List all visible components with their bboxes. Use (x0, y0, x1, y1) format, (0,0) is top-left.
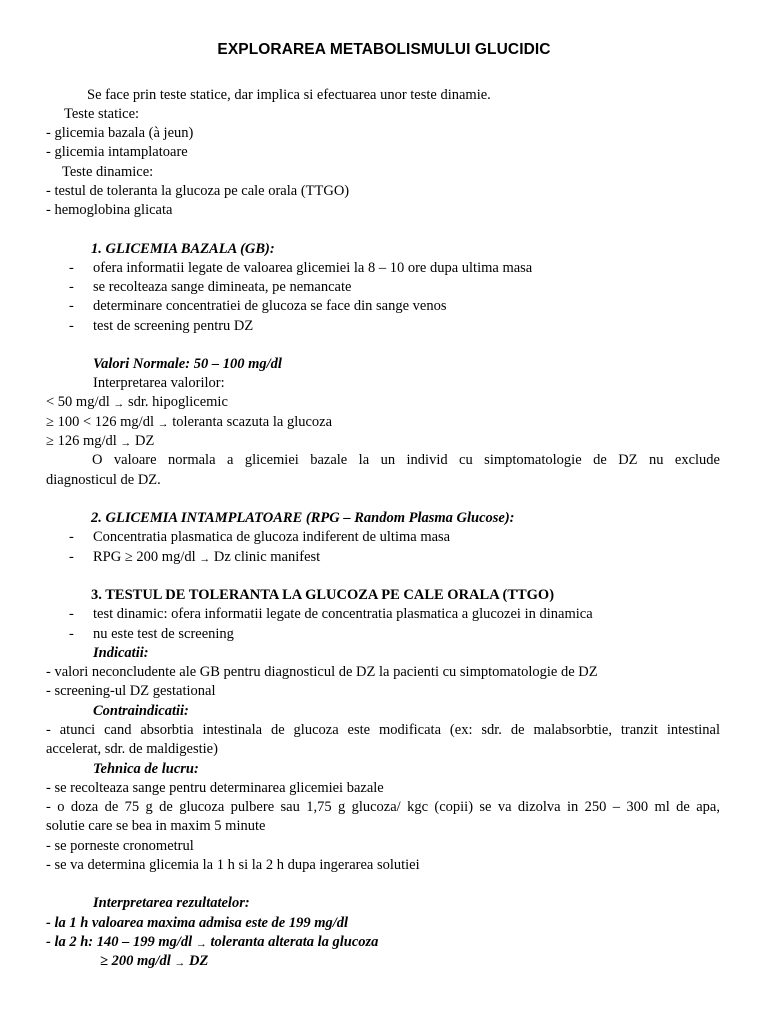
section-heading-rpg: 2. GLICEMIA INTAMPLATOARE (RPG – Random Plasma Glucose): (91, 510, 515, 526)
list-item-text: nu este test de screening (93, 626, 234, 642)
bullet-dash: - (69, 626, 74, 642)
technique-item: - se porneste cronometrul (46, 838, 194, 854)
interpretation-row (46, 413, 332, 433)
result-condition: - la 2 h: 140 – 199 mg/dl (46, 934, 193, 950)
note-paragraph: O valoare normala a glicemiei bazale la un individ cu simptomatologie de DZ nu exclude (92, 452, 720, 468)
interp-result: toleranta scazuta la glucoza (172, 414, 333, 430)
page-title: EXPLORAREA METABOLISMULUI GLUCIDIC (217, 41, 551, 58)
interp-condition: < 50 mg/dl (46, 394, 110, 410)
result-item (100, 952, 208, 972)
interpretation-row (46, 393, 228, 413)
contraindications-heading: Contraindicatii: (93, 703, 189, 719)
bullet-dash: - (69, 260, 74, 276)
bullet-dash: - (69, 549, 74, 565)
interp-result: sdr. hipoglicemic (128, 394, 228, 410)
list-item-text: test dinamic: ofera informatii legate de concentratia plasmatica a glucozei in dinamica (93, 606, 593, 622)
note-paragraph-continued: diagnosticul de DZ. (46, 472, 161, 488)
technique-item: - se va determina glicemia la 1 h si la 2 h dupa ingerarea solutiei (46, 857, 420, 873)
bullet-dash: - (69, 279, 74, 295)
result-item (46, 933, 378, 953)
normal-values: Valori Normale: 50 – 100 mg/dl (93, 356, 282, 372)
list-item-text: ofera informatii legate de valoarea glicemiei la 8 – 10 ore dupa ultima masa (93, 260, 533, 276)
list-item-text: se recolteaza sange dimineata, pe nemancate (93, 279, 352, 295)
bullet-dash: - (69, 529, 74, 545)
interpretation-row (46, 432, 154, 452)
result-outcome: DZ (189, 953, 209, 969)
contraindication-item: - atunci cand absorbtia intestinala de glucoza este modificata (ex: sdr. de malabsorbtie, tranzit intestinal (46, 722, 720, 738)
dynamic-test-item: - testul de toleranta la glucoza pe cale orala (TTGO) (46, 183, 350, 199)
static-test-item: - glicemia bazala (à jeun) (46, 125, 194, 141)
section-heading-gb: 1. GLICEMIA BAZALA (GB): (91, 241, 275, 257)
technique-item: - se recolteaza sange pentru determinarea glicemiei bazale (46, 780, 384, 796)
results-heading: Interpretarea rezultatelor: (93, 895, 250, 911)
contraindication-item-continued: accelerat, sdr. de maldigestie) (46, 741, 218, 757)
technique-item-continued: solutie care se bea in maxim 5 minute (46, 818, 266, 834)
static-test-item: - glicemia intamplatoare (46, 144, 188, 160)
interp-result: DZ (135, 433, 155, 449)
section-heading-ttgo: 3. TESTUL DE TOLERANTA LA GLUCOZA PE CALE ORALA (TTGO) (91, 587, 555, 603)
arrow-icon: → (120, 437, 132, 449)
arrow-icon: → (174, 957, 186, 969)
arrow-icon: → (157, 418, 169, 430)
arrow-icon: → (195, 938, 207, 950)
rpg-result: Dz clinic manifest (213, 549, 321, 565)
bullet-dash: - (69, 298, 74, 314)
list-item-text: Concentratia plasmatica de glucoza indiferent de ultima masa (93, 529, 451, 545)
list-item-text (93, 548, 320, 568)
arrow-icon: → (199, 553, 211, 565)
indication-item: - valori neconcludente ale GB pentru diagnosticul de DZ la pacienti cu simptomatologie de DZ (46, 664, 598, 680)
dynamic-tests-heading: Teste dinamice: (62, 164, 154, 180)
arrow-icon: → (113, 398, 125, 410)
intro-text: Se face prin teste statice, dar implica si efectuarea unor teste dinamie. (87, 87, 491, 103)
technique-heading: Tehnica de lucru: (93, 761, 199, 777)
list-item-text: test de screening pentru DZ (93, 318, 254, 334)
bullet-dash: - (69, 318, 74, 334)
indications-heading: Indicatii: (93, 645, 149, 661)
result-condition: ≥ 200 mg/dl (100, 953, 171, 969)
interp-condition: ≥ 100 < 126 mg/dl (46, 414, 154, 430)
indication-item: - screening-ul DZ gestational (46, 683, 216, 699)
result-item: - la 1 h valoarea maxima admisa este de 199 mg/dl (46, 915, 349, 931)
technique-item: - o doza de 75 g de glucoza pulbere sau 1,75 g glucoza/ kgc (copii) se va dizolva in 250 – 300 ml de apa, (46, 799, 720, 815)
interpretation-heading: Interpretarea valorilor: (93, 375, 225, 391)
list-item-text: determinare concentratiei de glucoza se face din sange venos (93, 298, 447, 314)
static-tests-heading: Teste statice: (64, 106, 140, 122)
interp-condition: ≥ 126 mg/dl (46, 433, 117, 449)
result-outcome: toleranta alterata la glucoza (210, 934, 379, 950)
rpg-condition: RPG ≥ 200 mg/dl (93, 549, 196, 565)
bullet-dash: - (69, 606, 74, 622)
dynamic-test-item: - hemoglobina glicata (46, 202, 173, 218)
